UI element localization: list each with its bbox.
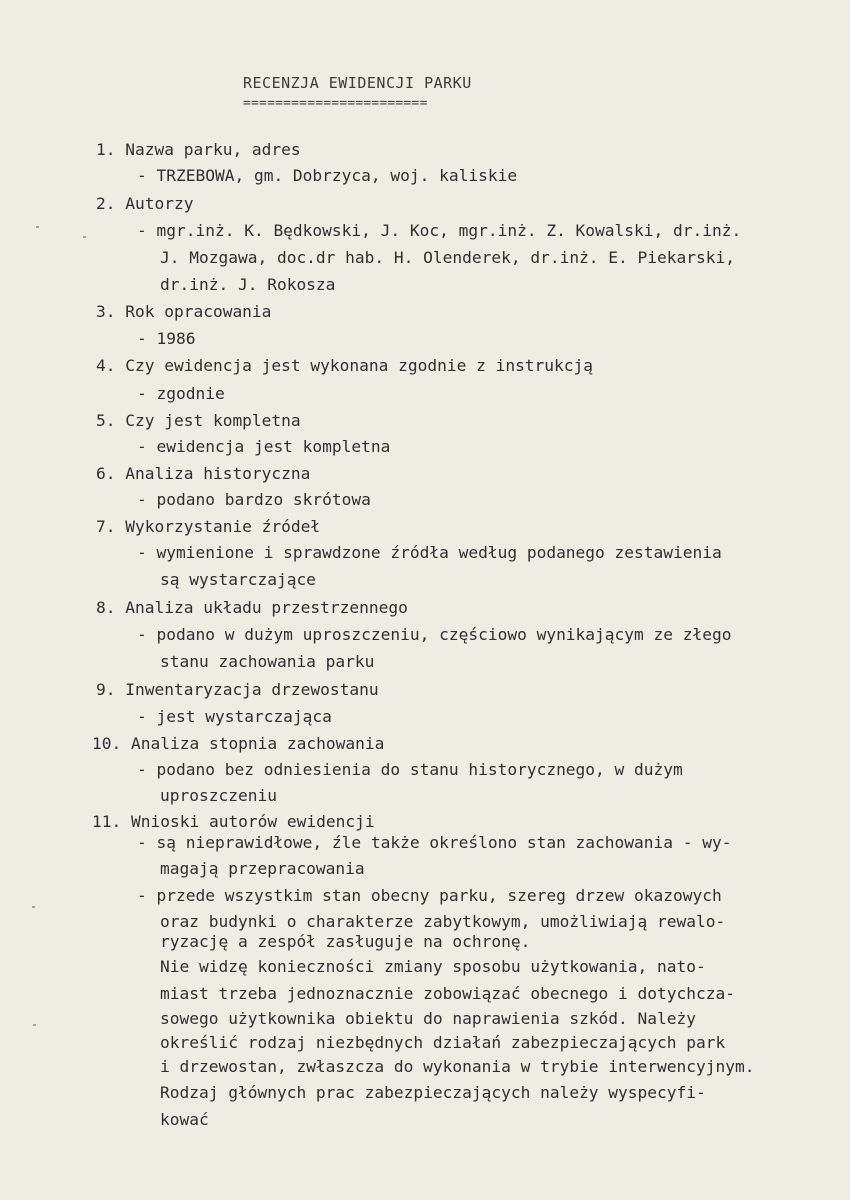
item-7-answer-line-1: - wymienione i sprawdzone źródła według podanego zestawienia bbox=[137, 543, 722, 562]
paper-speck bbox=[32, 906, 35, 908]
item-6-answer: - podano bardzo skrótowa bbox=[137, 490, 371, 509]
item-11-answer-1-line-2: magają przepracowania bbox=[160, 859, 365, 878]
item-6-heading: 6. Analiza historyczna bbox=[96, 464, 311, 483]
item-8-answer-line-2: stanu zachowania parku bbox=[160, 652, 375, 671]
paper-speck bbox=[33, 1024, 36, 1026]
item-5-answer: - ewidencja jest kompletna bbox=[137, 437, 391, 456]
item-10-answer-line-1: - podano bez odniesienia do stanu historycznego, w dużym bbox=[137, 760, 683, 779]
item-7-answer-line-2: są wystarczające bbox=[160, 570, 316, 589]
item-10-heading: 10. Analiza stopnia zachowania bbox=[92, 734, 385, 753]
item-5-heading: 5. Czy jest kompletna bbox=[96, 411, 301, 430]
item-2-answer-line-2: J. Mozgawa, doc.dr hab. H. Olenderek, dr.inż. E. Piekarski, bbox=[160, 248, 735, 267]
item-2-answer-line-3: dr.inż. J. Rokosza bbox=[160, 275, 336, 294]
item-8-answer-line-1: - podano w dużym uproszczeniu, częściowo wynikającym ze złego bbox=[137, 625, 732, 644]
item-11-answer-2-line-9: Rodzaj głównych prac zabezpieczających należy wyspecyfi- bbox=[160, 1083, 706, 1102]
item-11-answer-2-line-3: ryzację a zespół zasługuje na ochronę. bbox=[160, 932, 531, 951]
item-10-answer-line-2: uproszczeniu bbox=[160, 786, 277, 805]
document-title: RECENZJA EWIDENCJI PARKU bbox=[243, 74, 472, 92]
title-underline: ======================= bbox=[243, 96, 428, 111]
item-11-answer-2-line-2: oraz budynki o charakterze zabytkowym, umożliwiają rewalo- bbox=[160, 912, 726, 931]
paper-speck bbox=[83, 236, 86, 238]
item-11-answer-1-line-1: - są nieprawidłowe, źle także określono stan zachowania - wy- bbox=[137, 833, 732, 852]
item-9-answer: - jest wystarczająca bbox=[137, 707, 332, 726]
item-11-answer-2-line-8: i drzewostan, zwłaszcza do wykonania w trybie interwencyjnym. bbox=[160, 1057, 755, 1076]
item-4-heading: 4. Czy ewidencja jest wykonana zgodnie z instrukcją bbox=[96, 356, 594, 375]
paper-speck bbox=[36, 226, 39, 228]
item-9-heading: 9. Inwentaryzacja drzewostanu bbox=[96, 680, 379, 699]
item-1-heading: 1. Nazwa parku, adres bbox=[96, 140, 301, 159]
item-11-answer-2-line-5: miast trzeba jednoznacznie zobowiązać obecnego i dotychcza- bbox=[160, 984, 735, 1003]
item-4-answer: - zgodnie bbox=[137, 384, 225, 403]
item-2-heading: 2. Autorzy bbox=[96, 194, 194, 213]
item-7-heading: 7. Wykorzystanie źródeł bbox=[96, 517, 321, 536]
item-1-answer: - TRZEBOWA, gm. Dobrzyca, woj. kaliskie bbox=[137, 166, 518, 185]
item-3-heading: 3. Rok opracowania bbox=[96, 302, 272, 321]
item-3-answer: - 1986 bbox=[137, 329, 196, 348]
item-11-answer-2-line-6: sowego użytkownika obiektu do naprawienia szkód. Należy bbox=[160, 1009, 697, 1028]
item-11-answer-2-line-4: Nie widzę konieczności zmiany sposobu użytkowania, nato- bbox=[160, 957, 706, 976]
item-11-answer-2-line-7: określić rodzaj niezbędnych działań zabezpieczających park bbox=[160, 1033, 726, 1052]
item-8-heading: 8. Analiza układu przestrzennego bbox=[96, 598, 408, 617]
item-11-heading: 11. Wnioski autorów ewidencji bbox=[92, 812, 375, 831]
item-11-answer-2-line-1: - przede wszystkim stan obecny parku, szereg drzew okazowych bbox=[137, 886, 722, 905]
item-2-answer-line-1: - mgr.inż. K. Będkowski, J. Koc, mgr.inż. Z. Kowalski, dr.inż. bbox=[137, 221, 742, 240]
item-11-answer-2-line-10: kować bbox=[160, 1110, 209, 1129]
